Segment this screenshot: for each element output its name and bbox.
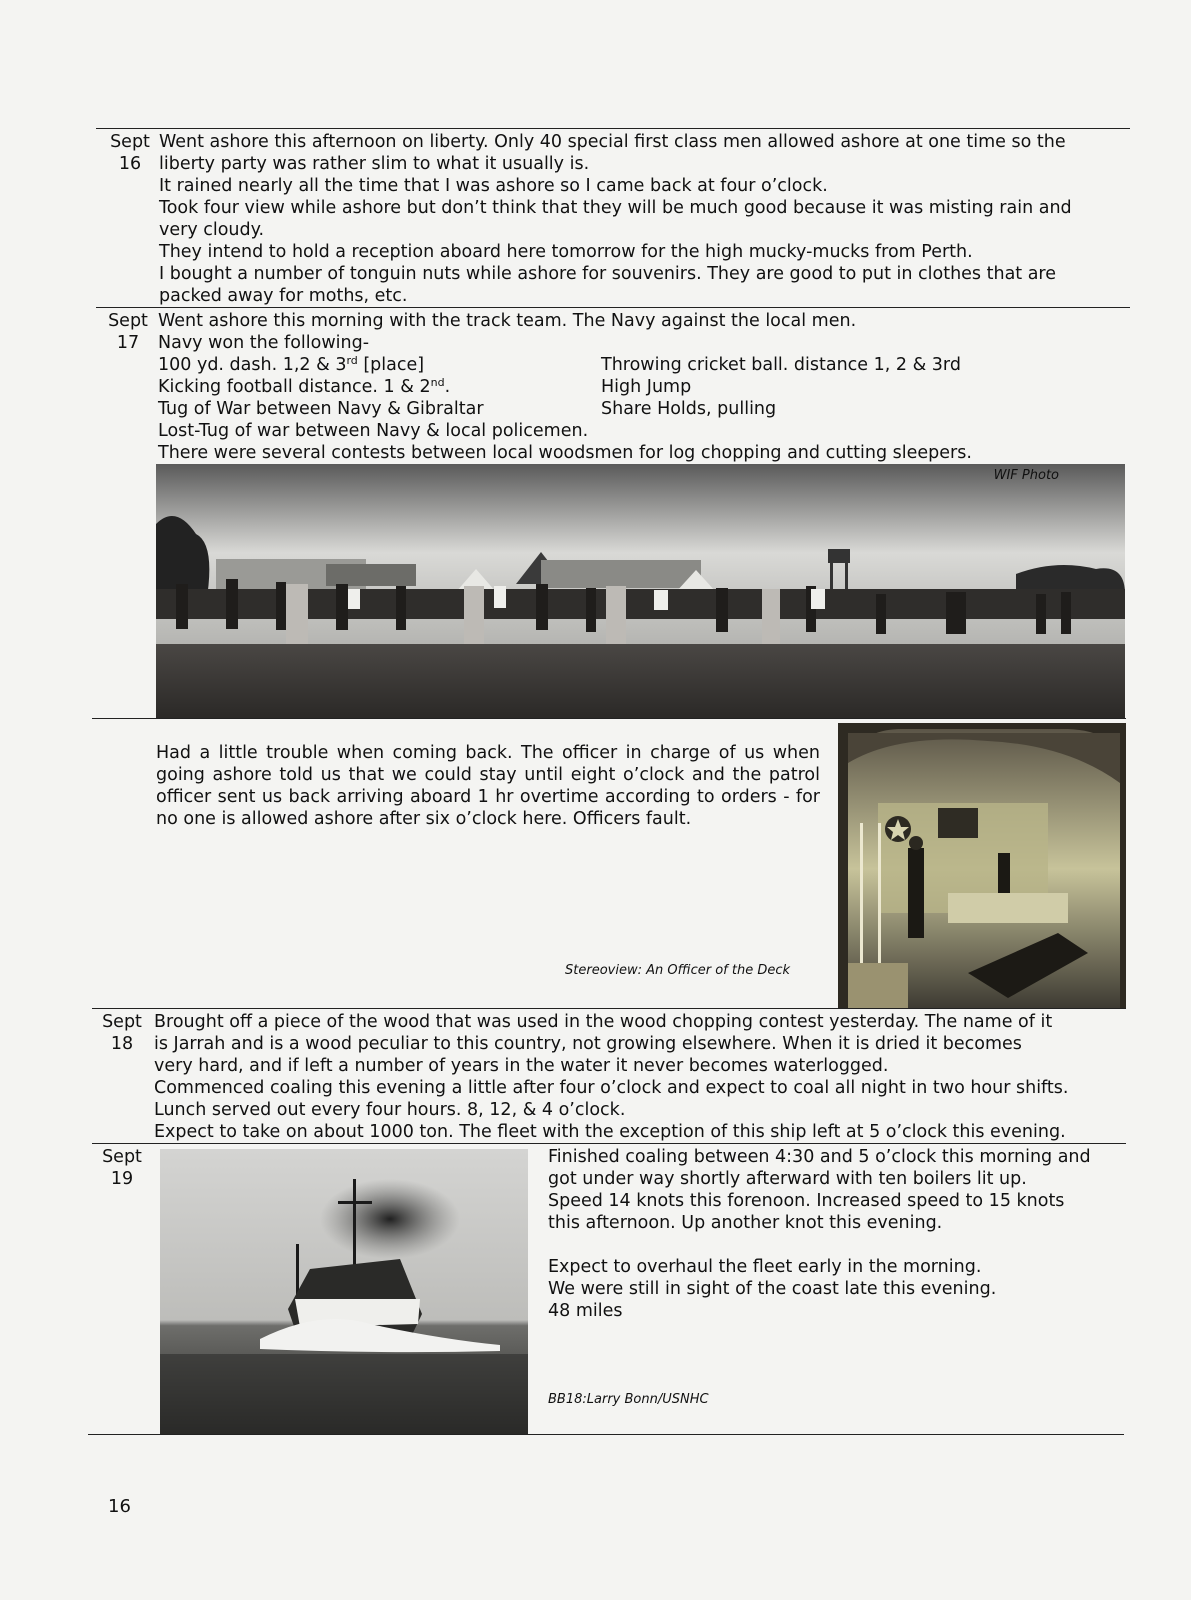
text-line: Navy won the following- — [158, 333, 370, 353]
events-won-right — [601, 354, 961, 420]
text-line — [548, 1234, 1091, 1256]
text-line: liberty party was rather slim to what it usually is. — [159, 154, 590, 174]
events-won-left — [158, 354, 484, 420]
text-line: Commenced coaling this evening a little after four o’clock and expect to coal all night in two hour shifts. — [154, 1078, 1069, 1098]
stereoview-photo-image — [838, 723, 1126, 1009]
date-month: Sept — [102, 1147, 142, 1167]
text-line: very cloudy. — [159, 220, 265, 240]
text-line: Went ashore this afternoon on liberty. Only 40 special first class men allowed ashore at one time so the — [159, 132, 1066, 152]
entry-date-sep18 — [96, 1011, 148, 1055]
event-item: Share Holds, pulling — [601, 399, 777, 419]
wif-photo-credit: WIF Photo — [993, 468, 1059, 483]
text-line: Took four view while ashore but don’t think that they will be much good because it was misting rain and — [159, 198, 1072, 218]
text-line: They intend to hold a reception aboard here tomorrow for the high mucky-mucks from Perth. — [159, 242, 973, 262]
text-line: I bought a number of tonguin nuts while ashore for souvenirs. They are good to put in clothes that are — [159, 264, 1057, 284]
date-day: 19 — [110, 1169, 134, 1189]
divider-sep17 — [96, 307, 1130, 308]
date-month: Sept — [108, 311, 148, 331]
battleship-photo — [160, 1149, 528, 1434]
page-number: 16 — [108, 1496, 131, 1517]
text-line: this afternoon. Up another knot this evening. — [548, 1213, 943, 1233]
battleship-photo-credit: BB18:Larry Bonn/USNHC — [548, 1392, 709, 1407]
event-item: High Jump — [601, 377, 692, 397]
text-line: Lost-Tug of war between Navy & local policemen. — [158, 421, 589, 441]
divider-photo-bottom — [92, 718, 1126, 719]
text-line: We were still in sight of the coast late this evening. — [548, 1279, 997, 1299]
divider-sep19 — [92, 1143, 1126, 1144]
event-item: Throwing cricket ball. distance 1, 2 & 3rd — [601, 355, 961, 375]
text-line: packed away for moths, etc. — [159, 286, 408, 306]
entry-text-sep18 — [154, 1011, 1068, 1143]
stereoview-photo — [838, 723, 1126, 1009]
trouble-paragraph: Had a little trouble when coming back. The officer in charge of us when going ashore told us that we could stay until eight o’clock and the patrol officer sent us back arriving aboard 1 hr overtime according to orders - for no one is allowed ashore after six o’clock here. Officers fault. — [156, 743, 820, 829]
text-line: Speed 14 knots this forenoon. Increased speed to 15 knots — [548, 1191, 1065, 1211]
battleship-photo-image — [160, 1149, 528, 1434]
text-line: There were several contests between local woodsmen for log chopping and cutting sleepers. — [158, 443, 972, 463]
wood-chopping-photo-image — [156, 464, 1125, 718]
event-dash: 100 yd. dash. 1,2 & 3rd [place] — [158, 354, 425, 375]
entry-date-sep19 — [96, 1146, 148, 1190]
divider-bottom — [88, 1434, 1124, 1435]
divider-sep18 — [92, 1008, 1126, 1009]
entry-text-sep17-more — [158, 420, 972, 464]
entry-text-sep16 — [159, 131, 1072, 307]
event-tug: Tug of War between Navy & Gibraltar — [158, 399, 484, 419]
wood-chopping-photo — [156, 464, 1125, 718]
text-line: It rained nearly all the time that I was ashore so I came back at four o’clock. — [159, 176, 828, 196]
date-day: 16 — [118, 154, 142, 174]
date-day: 18 — [110, 1034, 134, 1054]
text-line: Expect to take on about 1000 ton. The fleet with the exception of this ship left at 5 o’clock this evening. — [154, 1122, 1066, 1142]
text-line: Finished coaling between 4:30 and 5 o’clock this morning and — [548, 1147, 1091, 1167]
text-line: Went ashore this morning with the track team. The Navy against the local men. — [158, 311, 857, 331]
divider-top — [96, 128, 1130, 129]
text-line: Expect to overhaul the fleet early in the morning. — [548, 1257, 982, 1277]
entry-date-sep16 — [104, 131, 156, 175]
entry-text-sep19 — [548, 1146, 1091, 1322]
date-month: Sept — [110, 132, 150, 152]
text-line: Brought off a piece of the wood that was used in the wood chopping contest yesterday. The name of it — [154, 1012, 1053, 1032]
date-day: 17 — [116, 333, 140, 353]
entry-date-sep17 — [102, 310, 154, 354]
date-month: Sept — [102, 1012, 142, 1032]
text-line: is Jarrah and is a wood peculiar to this country, not growing elsewhere. When it is dried it becomes — [154, 1034, 1022, 1054]
text-line: got under way shortly afterward with ten boilers lit up. — [548, 1169, 1027, 1189]
entry-text-sep17 — [158, 310, 856, 354]
event-kicking: Kicking football distance. 1 & 2nd. — [158, 376, 451, 397]
text-line: very hard, and if left a number of years in the water it never becomes waterlogged. — [154, 1056, 889, 1076]
text-line: 48 miles — [548, 1301, 623, 1321]
text-line: Lunch served out every four hours. 8, 12, & 4 o’clock. — [154, 1100, 626, 1120]
stereoview-caption: Stereoview: An Officer of the Deck — [565, 963, 791, 978]
